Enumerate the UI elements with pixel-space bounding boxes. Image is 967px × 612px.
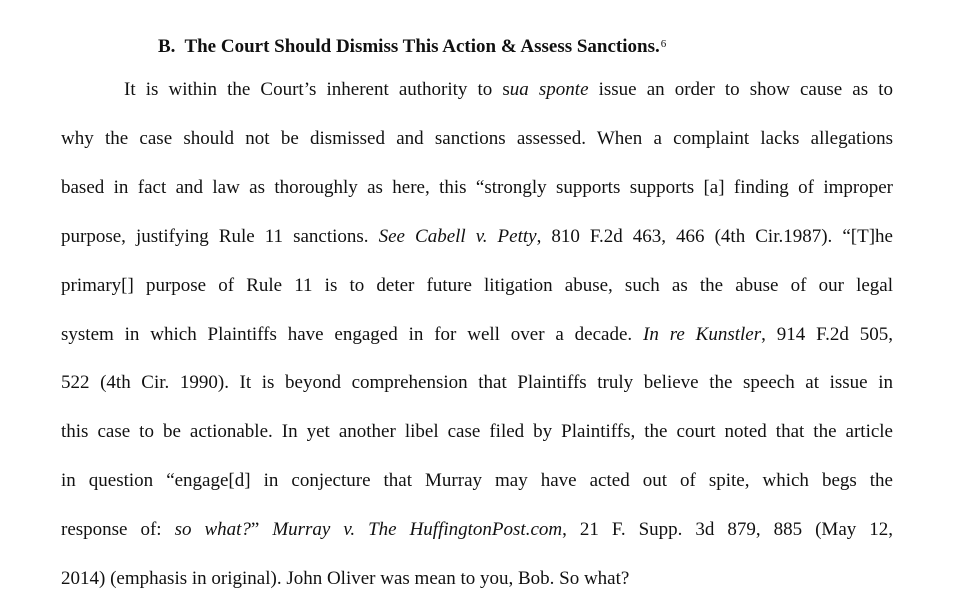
paragraph-line — [61, 224, 893, 250]
italic-text: See Cabell v. Petty — [378, 225, 537, 247]
text-run: It is within the Court’s inherent authority to s — [124, 79, 510, 100]
section-heading — [158, 34, 666, 60]
italic-text: ua sponte — [509, 79, 589, 100]
paragraph-line — [61, 419, 893, 445]
text-run: , 21 F. Supp. 3d 879, 885 (May 12, — [562, 519, 893, 541]
text-run: ” — [250, 519, 273, 541]
italic-text: In re Kunstler — [643, 323, 762, 345]
text-run: system in which Plaintiffs have engaged in for well over a decade. — [61, 323, 644, 345]
paragraph-line — [61, 322, 893, 348]
paragraph-line — [61, 273, 893, 299]
text-run: this case to be actionable. In yet another libel case filed by Plaintiffs, the court noted that the article — [61, 421, 893, 443]
paragraph-line — [61, 517, 893, 543]
italic-text: Murray v. The HuffingtonPost.com — [272, 519, 563, 541]
section-title: The Court Should Dismiss This Action & Assess Sanctions. — [184, 36, 660, 57]
text-run: response of: — [61, 519, 175, 541]
text-run: 522 (4th Cir. 1990). It is beyond comprehension that Plaintiffs truly believe the speech at issue in — [61, 372, 893, 394]
paragraph-line — [61, 126, 893, 152]
paragraph-line — [124, 77, 893, 103]
text-run: issue an order to show cause as to — [588, 79, 893, 100]
paragraph-line — [61, 566, 893, 592]
text-run: 2014) (emphasis in original). John Oliver was mean to you, Bob. So what? — [61, 568, 630, 589]
text-run: in question “engage[d] in conjecture that Murray may have acted out of spite, which begs the — [61, 470, 893, 492]
paragraph-line — [61, 468, 893, 494]
text-run: , 914 F.2d 505, — [761, 323, 893, 345]
text-run: based in fact and law as thoroughly as here, this “strongly supports supports [a] finding of improper — [61, 176, 893, 198]
text-run: purpose, justifying Rule 11 sanctions. — [61, 225, 379, 247]
footnote-marker: 6 — [660, 38, 667, 50]
text-run: , 810 F.2d 463, 466 (4th Cir.1987). “[T]he — [536, 225, 893, 247]
section-number: B. — [158, 36, 176, 57]
italic-text: so what? — [174, 519, 251, 541]
paragraph-line — [61, 370, 893, 396]
paragraph-line — [61, 175, 893, 201]
text-run: why the case should not be dismissed and sanctions assessed. When a complaint lacks allegations — [61, 127, 893, 149]
text-run: primary[] purpose of Rule 11 is to deter future litigation abuse, such as the abuse of our legal — [61, 274, 893, 296]
